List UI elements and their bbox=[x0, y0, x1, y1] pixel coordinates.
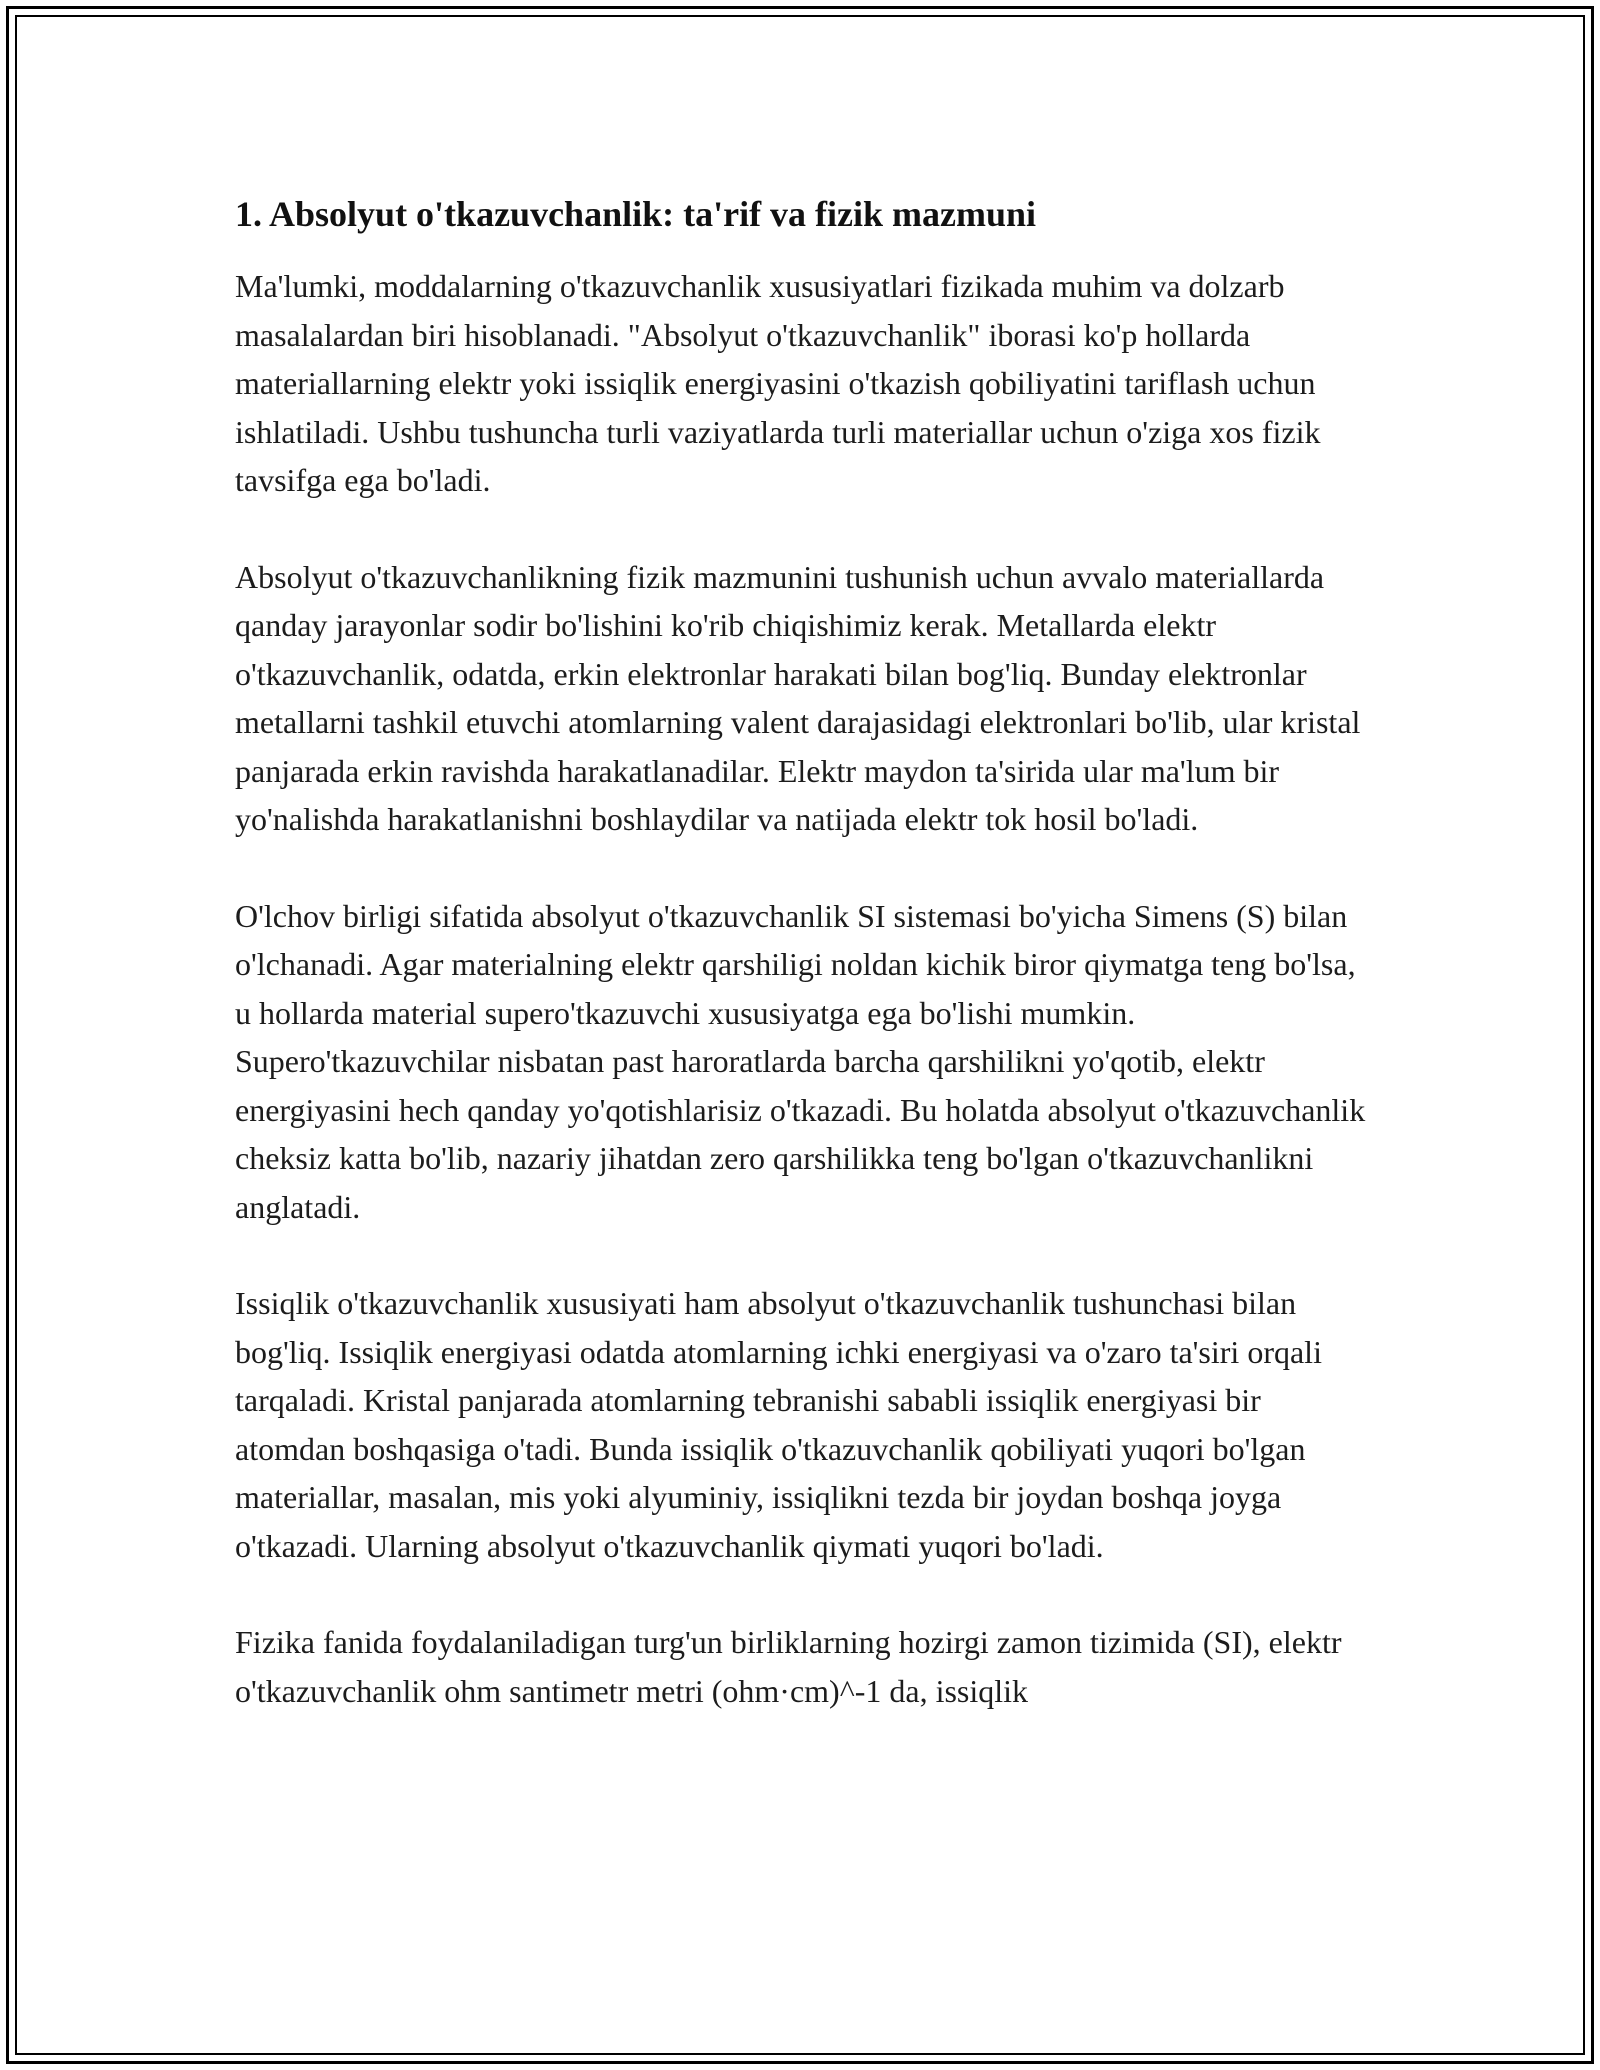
paragraph-3: O'lchov birligi sifatida absolyut o'tkazuvchanlik SI sistemasi bo'yicha Simens (S) bilan o'lchanadi. Agar materialning elektr qarshiligi noldan kichik biror qiymatga teng bo'lsa, u hollarda material supero'tkazuvchi xususiyatga ega bo'lishi mumkin. Supero'tkazuvchilar nisbatan past haroratlarda barcha qarshilikni yo'qotib, elektr energiyasini hech qanday yo'qotishlarisiz o'tkazadi. Bu holatda absolyut o'tkazuvchanlik cheksiz katta bo'lib, nazariy jihatdan zero qarshilikka teng bo'lgan o'tkazuvchanlikni anglatadi. bbox=[235, 897, 1366, 1225]
section-heading: 1. Absolyut o'tkazuvchanlik: ta'rif va fizik mazmuni bbox=[235, 194, 1037, 234]
paragraph-4: Issiqlik o'tkazuvchanlik xususiyati ham absolyut o'tkazuvchanlik tushunchasi bilan bog'liq. Issiqlik energiyasi odatda atomlarning ichki energiyasi va o'zaro ta'siri orqali tarqaladi. Kristal panjarada atomlarning tebranishi sababli issiqlik energiyasi bir atomdan boshqasiga o'tadi. Bunda issiqlik o'tkazuvchanlik qobiliyati yuqori bo'lgan materiallar, masalan, mis yoki alyuminiy, issiqlikni tezda bir joydan boshqa joyga o'tkazadi. Ularning absolyut o'tkazuvchanlik qiymati yuqori bo'ladi. bbox=[235, 1285, 1322, 1564]
document-body bbox=[235, 188, 1370, 1715]
paragraph-1: Ma'lumki, moddalarning o'tkazuvchanlik xususiyatlari fizikada muhim va dolzarb masalalardan biri hisoblanadi. "Absolyut o'tkazuvchanlik" iborasi ko'p hollarda materiallarning elektr yoki issiqlik energiyasini o'tkazish qobiliyatini tariflash uchun ishlatiladi. Ushbu tushuncha turli vaziyatlarda turli materiallar uchun o'ziga xos fizik tavsifga ega bo'ladi. bbox=[235, 268, 1321, 498]
paragraph-5: Fizika fanida foydalaniladigan turg'un birliklarning hozirgi zamon tizimida (SI), elektr o'tkazuvchanlik ohm santimetr metri (ohm·cm)^-1 da, issiqlik bbox=[235, 1624, 1342, 1709]
paragraph-2: Absolyut o'tkazuvchanlikning fizik mazmunini tushunish uchun avvalo materiallarda qanday jarayonlar sodir bo'lishini ko'rib chiqishimiz kerak. Metallarda elektr o'tkazuvchanlik, odatda, erkin elektronlar harakati bilan bog'liq. Bunday elektronlar metallarni tashkil etuvchi atomlarning valent darajasidagi elektronlari bo'lib, ular kristal panjarada erkin ravishda harakatlanadilar. Elektr maydon ta'sirida ular ma'lum bir yo'nalishda harakatlanishni boshlaydilar va natijada elektr tok hosil bo'ladi. bbox=[235, 558, 1361, 837]
